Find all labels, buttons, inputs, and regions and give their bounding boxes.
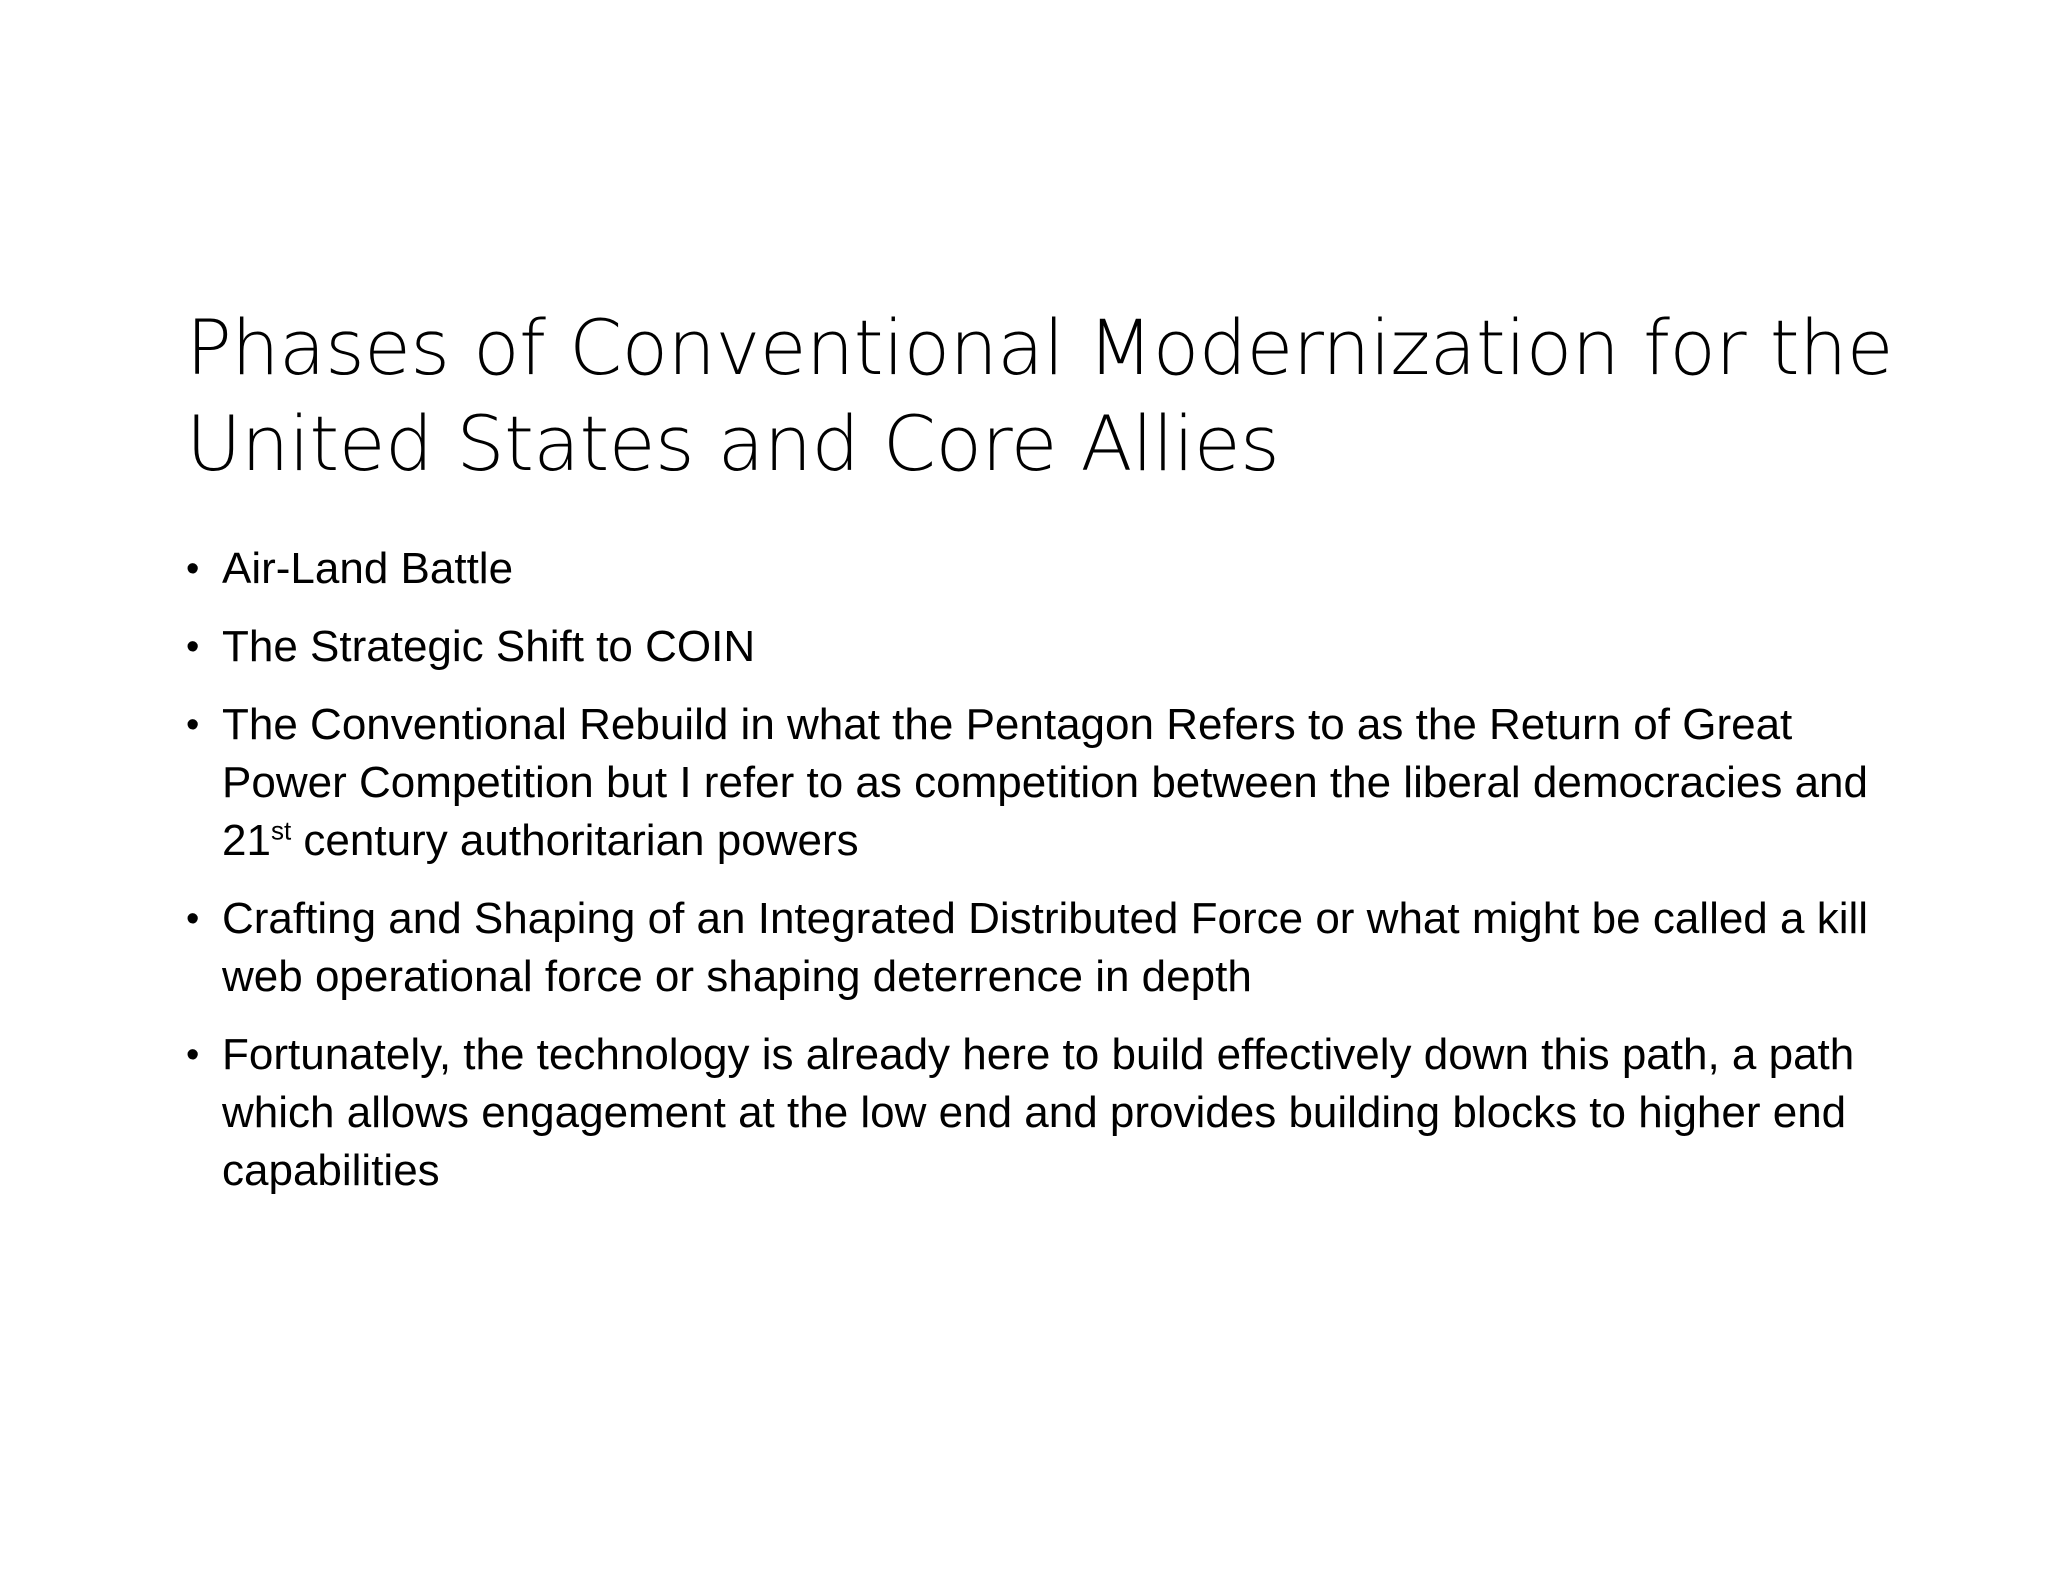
bullet-text: [222, 700, 1868, 865]
bullet-text: Fortunately, the technology is already here to build effectively down this path, a path which allows engagement at the low end and provides building blocks to higher end capabilities: [222, 1030, 1855, 1195]
bullet-text-part: The Conventional Rebuild in what the Pentagon Refers to as the Return of Great Power Competition but I refer to as competition between the liberal democracies and 21: [222, 700, 1868, 865]
bullet-dot-icon: •: [186, 704, 200, 746]
bullet-item-integrated-distributed-force: [186, 890, 1886, 1006]
ordinal-superscript: st: [270, 815, 292, 846]
bullet-dot-icon: •: [186, 626, 200, 668]
bullet-text-part: century authoritarian powers: [291, 816, 859, 865]
bullet-item-technology: [186, 1026, 1886, 1200]
bullet-dot-icon: •: [186, 898, 200, 940]
bullet-item-air-land-battle: [186, 540, 1886, 598]
bullet-dot-icon: •: [186, 1034, 200, 1076]
bullet-item-conventional-rebuild: [186, 696, 1886, 870]
bullet-text: The Strategic Shift to COIN: [222, 622, 756, 671]
bullet-text: Air-Land Battle: [222, 544, 514, 593]
slide-title: Phases of Conventional Modernization for the United States and Core Allies: [186, 303, 1893, 488]
bullet-text: Crafting and Shaping of an Integrated Distributed Force or what might be called a kill web operational force or shaping deterrence in depth: [222, 894, 1869, 1001]
bullet-item-coin: [186, 618, 1886, 676]
bullet-list: [186, 540, 1886, 1220]
bullet-dot-icon: •: [186, 548, 200, 590]
